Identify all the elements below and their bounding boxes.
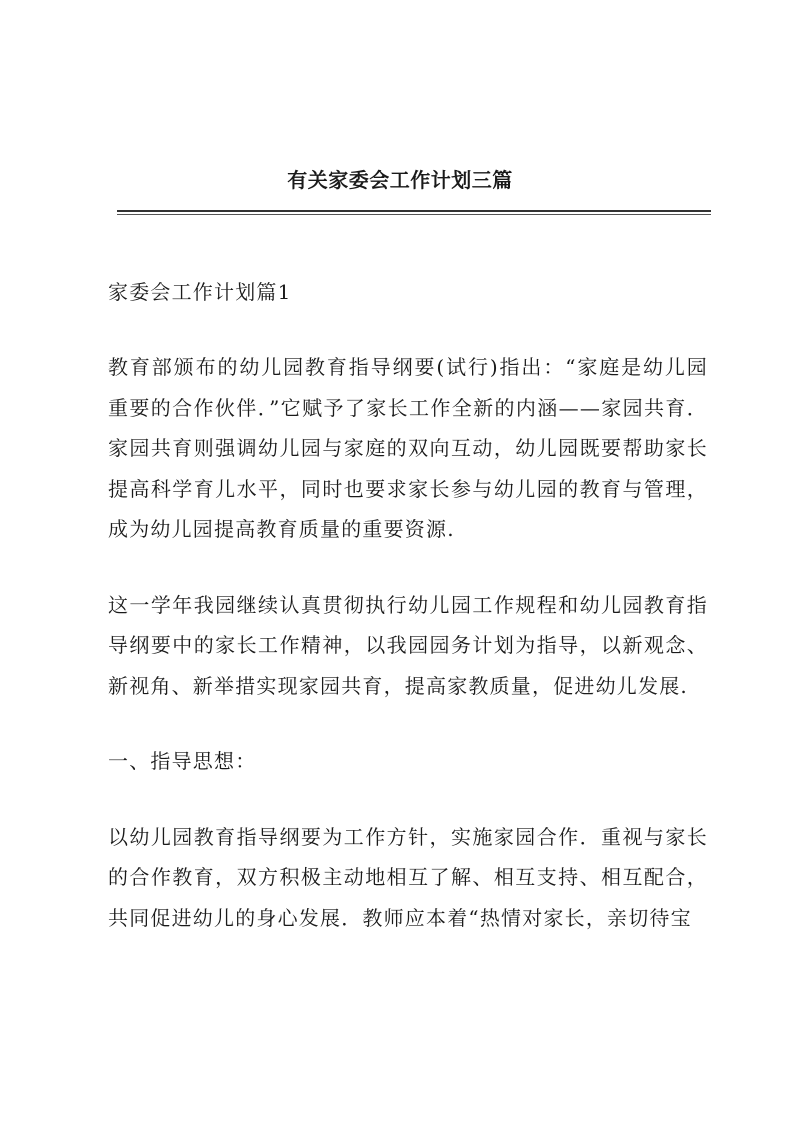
paragraph-guiding-ideology: 以幼儿园教育指导纲要为工作方针，实施家园合作．重视与家长的合作教育，双方积极主动地相互了解、相互支持、相互配合，共同促进幼儿的身心发展．教师应本着“热情对家长，亲切待宝 (108, 824, 708, 930)
subheading-guiding-ideology: 一、指导思想： (108, 749, 257, 773)
document-title: 有关家委会工作计划三篇 (287, 168, 513, 192)
paragraph-year-plan: 这一学年我园继续认真贯彻执行幼儿园工作规程和幼儿园教育指导纲要中的家长工作精神，以我园园务计划为指导，以新观念、新视角、新举措实现家园共育，提高家教质量，促进幼儿发展. (108, 592, 708, 698)
paragraph-intro: 教育部颁布的幼儿园教育指导纲要(试行)指出：“家庭是幼儿园重要的合作伙伴．”它赋予了家长工作全新的内涵——家园共育．家园共育则强调幼儿园与家庭的双向互动，幼儿园既要帮助家长提高科学育儿水平，同时也要求家长参与幼儿园的教育与管理，成为幼儿园提高教育质量的重要资源. (108, 355, 708, 541)
title-underline-thin (117, 214, 711, 215)
document-body (108, 272, 708, 938)
section-heading: 家委会工作计划篇1 (108, 280, 292, 304)
title-underline (117, 210, 711, 212)
